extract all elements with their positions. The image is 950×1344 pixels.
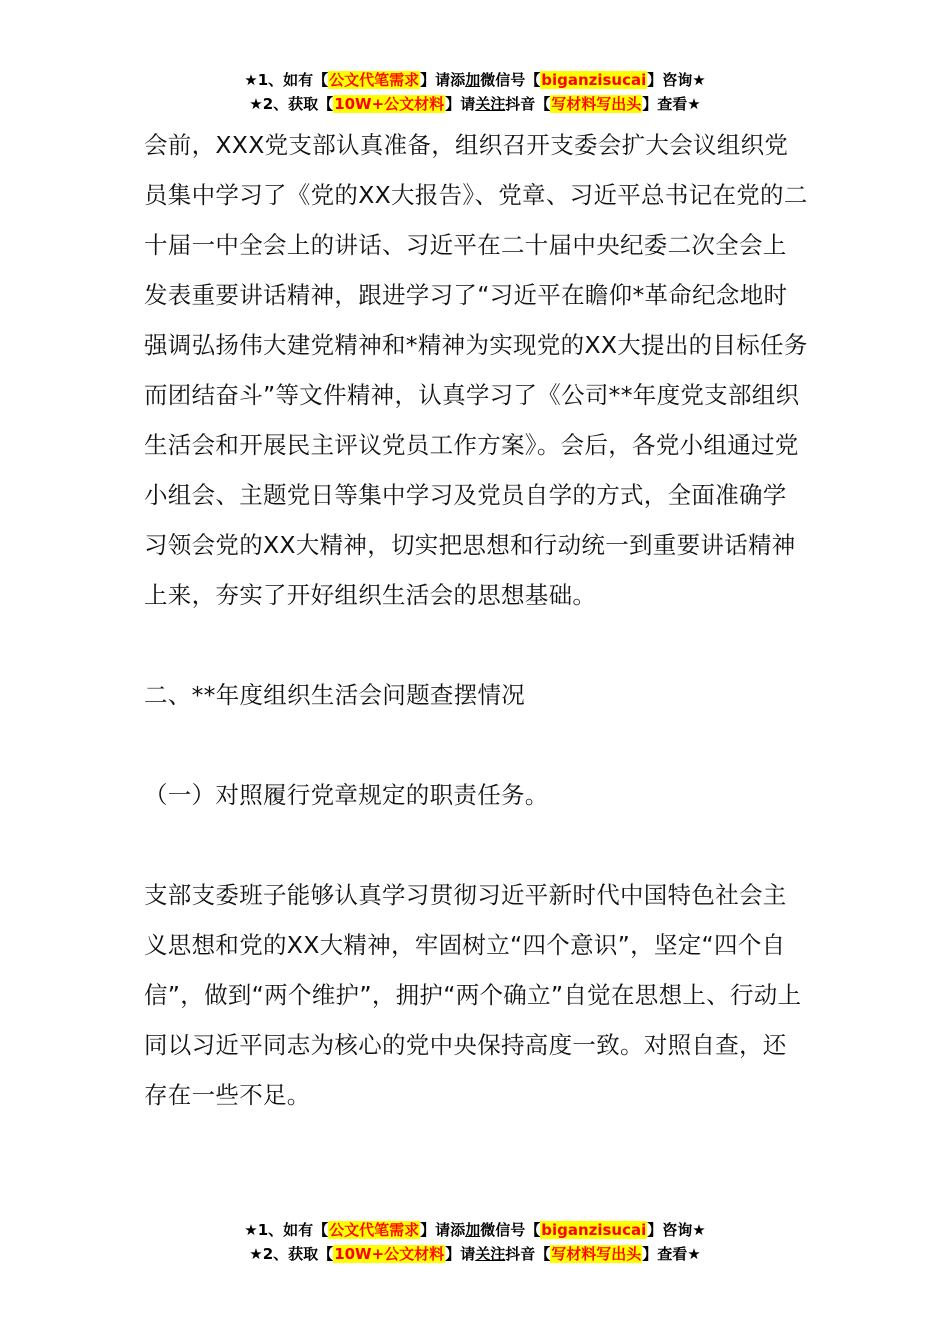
highlight-materials: 10W+公文材料	[334, 1245, 445, 1263]
subsection-heading-1: （一）对照履行党章规定的职责任务。	[144, 781, 549, 809]
document-body	[144, 120, 810, 1120]
footer-line-2: ★2、获取【10W+公文材料】请关注抖音【写材料写出头】查看★	[249, 1245, 701, 1263]
highlight-douyin-id: 写材料写出头	[551, 95, 642, 113]
footer-banner	[0, 1218, 950, 1266]
highlight-service: 公文代笔需求	[329, 71, 420, 89]
highlight-douyin-id: 写材料写出头	[551, 1245, 642, 1263]
paragraph-self-check: 支部支委班子能够认真学习贯彻习近平新时代中国特色社会主义思想和党的XX大精神，牢固树立“四个意识”，坚定“四个自信”，做到“两个维护”，拥护“两个确立”自觉在思想上、行动上同以习近平同志为核心的党中央保持高度一致。对照自查，还存在一些不足。	[144, 881, 802, 1109]
banner-line-2: ★2、获取【10W+公文材料】请关注抖音【写材料写出头】查看★	[249, 95, 701, 113]
section-heading-2: 二、**年度组织生活会问题查摆情况	[144, 681, 526, 709]
highlight-materials: 10W+公文材料	[334, 95, 445, 113]
highlight-service: 公文代笔需求	[329, 1221, 420, 1239]
paragraph-meeting-prep: 会前，XXX党支部认真准备，组织召开支委会扩大会议组织党员集中学习了《党的XX大报告》、党章、习近平总书记在党的二十届一中全会上的讲话、习近平在二十届中央纪委二次全会上发表重要讲话精神，跟进学习了“习近平在瞻仰*革命纪念地时强调弘扬伟大建党精神和*精神为实现党的XX大提出的目标任务而团结奋斗”等文件精神，认真学习了《公司**年度党支部组织生活会和开展民主评议党员工作方案》。会后，各党小组通过党小组会、主题党日等集中学习及党员自学的方式，全面准确学习领会党的XX大精神，切实把思想和行动统一到重要讲话精神上来，夯实了开好组织生活会的思想基础。	[144, 131, 808, 609]
footer-line-1: ★1、如有【公文代笔需求】请添加微信号【biganzisucai】咨询★	[244, 1221, 706, 1239]
banner-line-1: ★1、如有【公文代笔需求】请添加微信号【biganzisucai】咨询★	[244, 71, 706, 89]
header-banner	[0, 68, 950, 116]
highlight-wechat-id: biganzisucai	[541, 71, 647, 89]
highlight-wechat-id: biganzisucai	[541, 1221, 647, 1239]
